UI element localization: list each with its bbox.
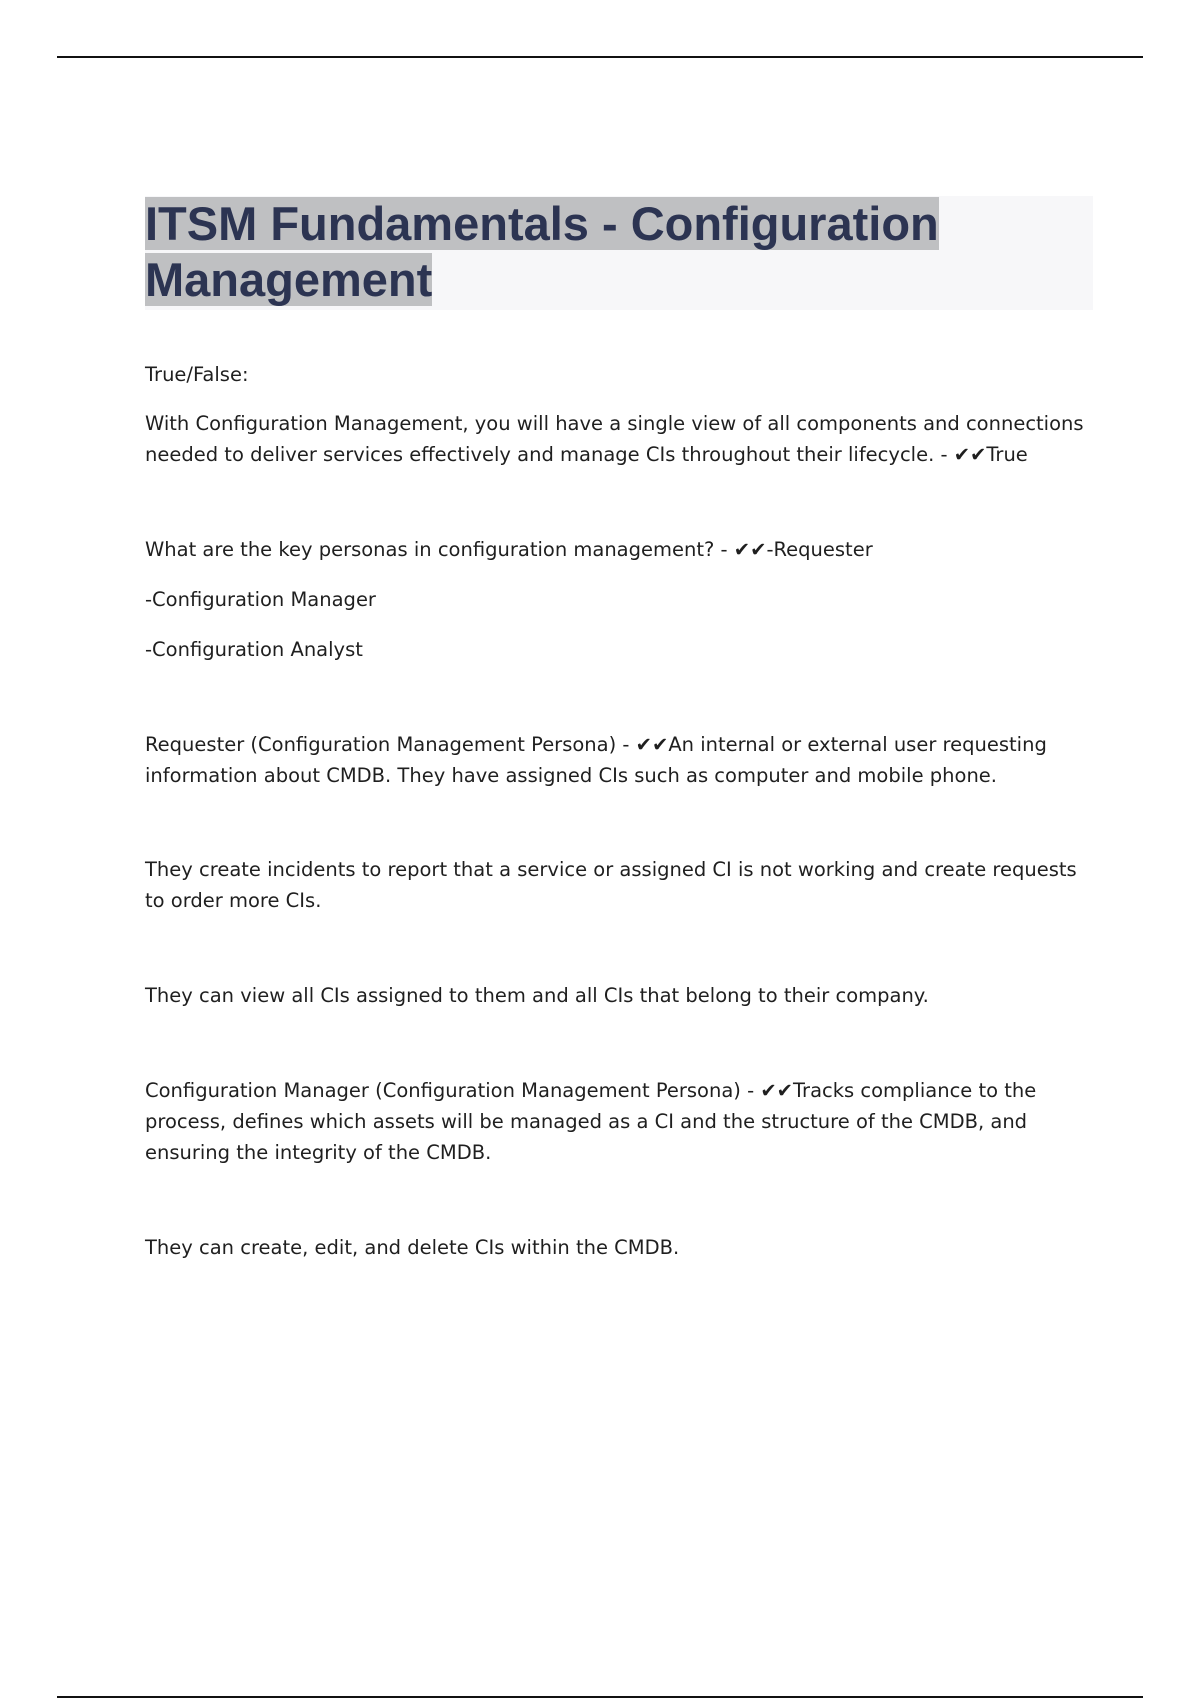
paragraph-requester-view-cis: They can view all CIs assigned to them and all CIs that belong to their company. <box>145 984 929 1007</box>
paragraph-requester-persona: Requester (Configuration Management Persona) - ✔✔An internal or external user requesting information about CMDB. They have assigned CIs such as computer and mobile phone. <box>145 733 1047 787</box>
page-title-line-1: ITSM Fundamentals - Configuration <box>145 197 939 250</box>
paragraph-configuration-manager-permissions: They can create, edit, and delete CIs within the CMDB. <box>145 1236 680 1259</box>
document-body <box>145 358 1095 1264</box>
bottom-rule <box>57 1696 1143 1698</box>
paragraph-key-personas-question: What are the key personas in configuration management? - ✔✔-Requester <box>145 538 873 561</box>
page-title <box>145 196 1093 308</box>
paragraph-config-management-true-false: With Configuration Management, you will have a single view of all components and connections needed to deliver services effectively and manage CIs throughout their lifecycle. - ✔✔True <box>145 412 1084 466</box>
top-rule <box>57 56 1143 58</box>
title-block <box>145 196 1093 310</box>
paragraph-requester-incidents: They create incidents to report that a service or assigned CI is not working and create requests to order more CIs. <box>145 858 1077 912</box>
paragraph-persona-configuration-analyst: -Configuration Analyst <box>145 638 363 661</box>
page-title-line-2: Management <box>145 253 433 306</box>
paragraph-true-false-label: True/False: <box>145 363 249 386</box>
paragraph-configuration-manager-persona: Configuration Manager (Configuration Management Persona) - ✔✔Tracks compliance to the process, defines which assets will be managed as a CI and the structure of the CMDB, and ensuring the integrity of the CMDB. <box>145 1079 1037 1164</box>
paragraph-persona-configuration-manager: -Configuration Manager <box>145 588 376 611</box>
